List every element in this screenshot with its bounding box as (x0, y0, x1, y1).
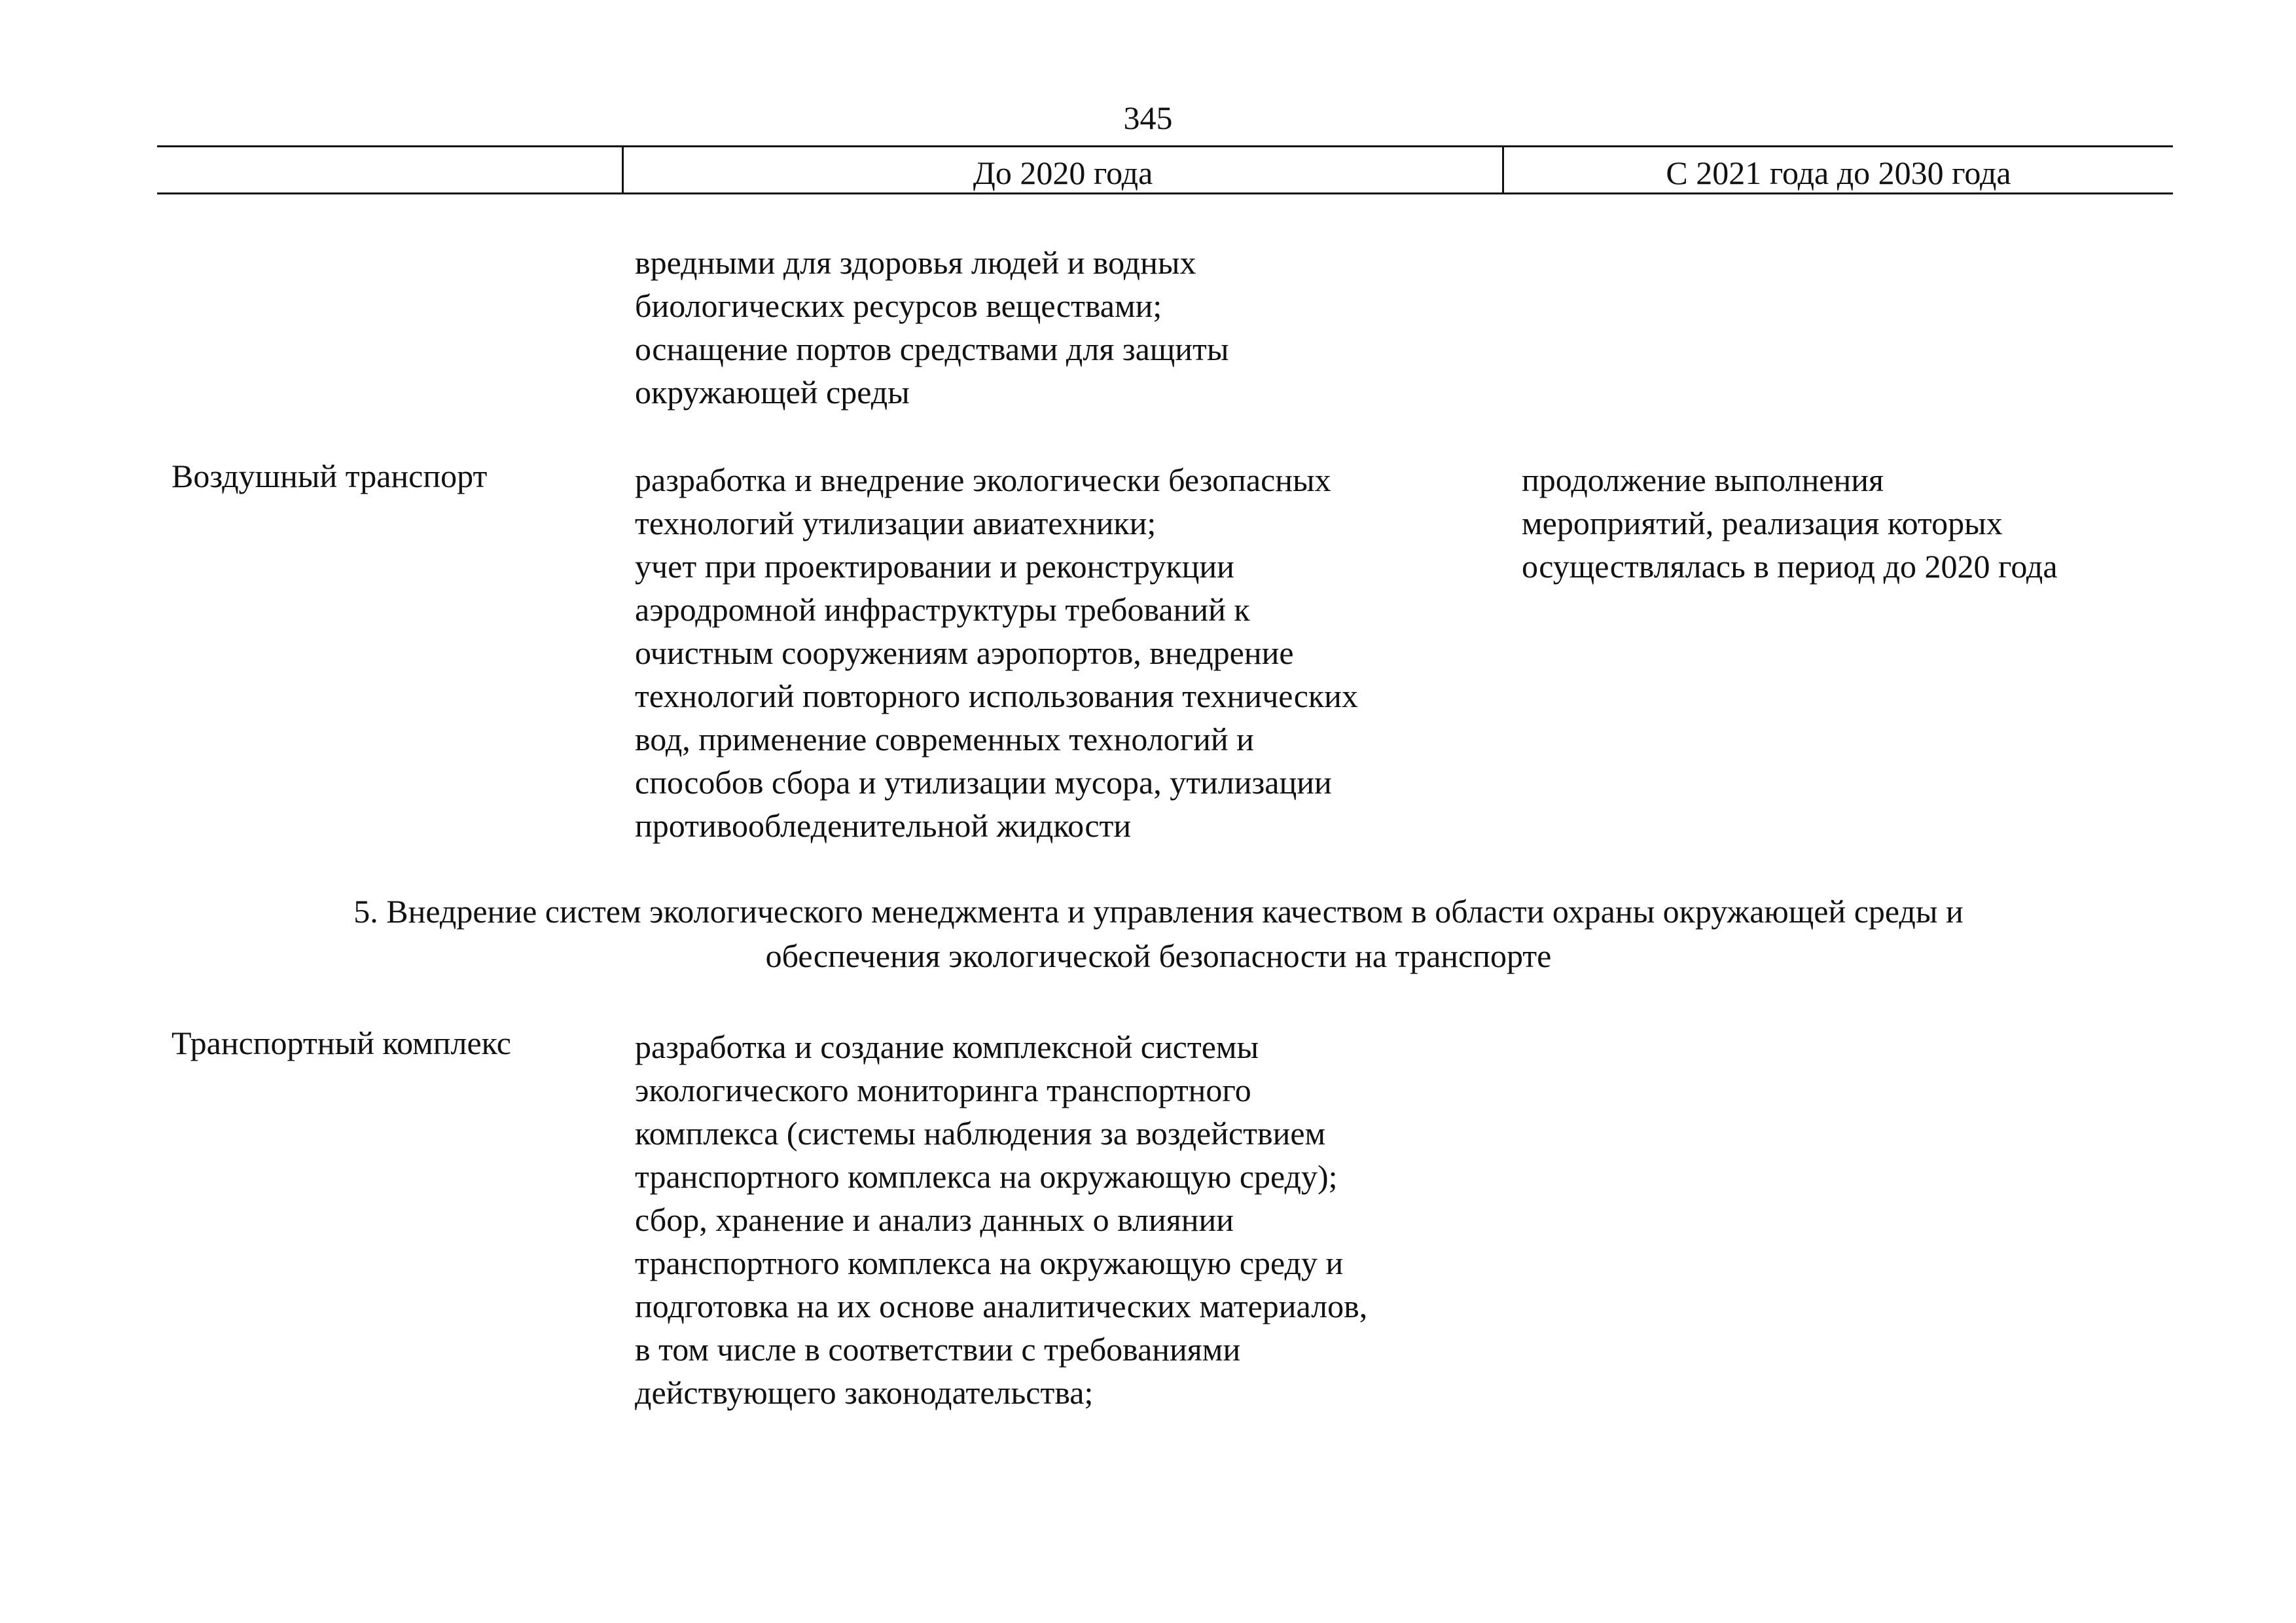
text-line: подготовка на их основе аналитических материалов, (635, 1288, 1368, 1324)
text-line: в том числе в соответствии с требованиями (635, 1331, 1241, 1368)
text-line: осуществлялась в период до 2020 года (1522, 548, 2058, 585)
text-line: биологических ресурсов веществами; (635, 287, 1162, 324)
text-line: окружающей среды (635, 374, 910, 410)
header-top-rule (157, 145, 2173, 147)
text-line: комплекса (системы наблюдения за воздействием (635, 1115, 1326, 1152)
text-line: транспортного комплекса на окружающую среду и (635, 1245, 1344, 1281)
air-transport-2021-2030 (1522, 458, 2058, 588)
text-line: противообледенительной жидкости (635, 807, 1132, 844)
text-line: транспортного комплекса на окружающую среду); (635, 1158, 1338, 1195)
text-line: вод, применение современных технологий и (635, 721, 1254, 757)
text-line: оснащение портов средствами для защиты (635, 331, 1229, 367)
header-col-1 (157, 149, 622, 196)
text-line: экологического мониторинга транспортного (635, 1072, 1251, 1108)
text-line: действующего законодательства; (635, 1374, 1094, 1411)
heading-line: 5. Внедрение систем экологического менеджмента и управления качеством в области охраны окружающей среды и (353, 893, 1964, 930)
page-number: 345 (1123, 100, 1173, 136)
heading-line: обеспечения экологической безопасности на транспорте (765, 938, 1552, 974)
header-col-before-2020: До 2020 года (973, 155, 1153, 191)
text-line: разработка и внедрение экологически безопасных (635, 462, 1331, 498)
air-transport-before-2020 (635, 458, 1358, 847)
text-line: учет при проектировании и реконструкции (635, 548, 1234, 585)
row-label-air-transport (171, 454, 487, 498)
text-line: продолжение выполнения (1522, 462, 1884, 498)
text-line: сбор, хранение и анализ данных о влиянии (635, 1201, 1234, 1238)
text-line: способов сбора и утилизации мусора, утилизации (635, 764, 1332, 801)
text-line: разработка и создание комплексной системы (635, 1029, 1259, 1065)
row-label-transport-complex (171, 1021, 511, 1065)
text-line: аэродромной инфраструктуры требований к (635, 591, 1250, 628)
section-5-heading (157, 889, 2160, 978)
transport-complex-before-2020 (635, 1025, 1367, 1414)
text-line: технологий утилизации авиатехники; (635, 505, 1157, 541)
row-label: Транспортный комплекс (171, 1025, 511, 1061)
header-col-2021-2030: С 2021 года до 2030 года (1666, 155, 2011, 191)
row-label: Воздушный транспорт (171, 458, 488, 494)
continuation-text (635, 241, 1229, 414)
text-line: мероприятий, реализация которых (1522, 505, 2003, 541)
text-line: очистным сооружениям аэропортов, внедрение (635, 634, 1294, 671)
text-line: вредными для здоровья людей и водных (635, 244, 1196, 281)
text-line: технологий повторного использования технических (635, 678, 1358, 714)
